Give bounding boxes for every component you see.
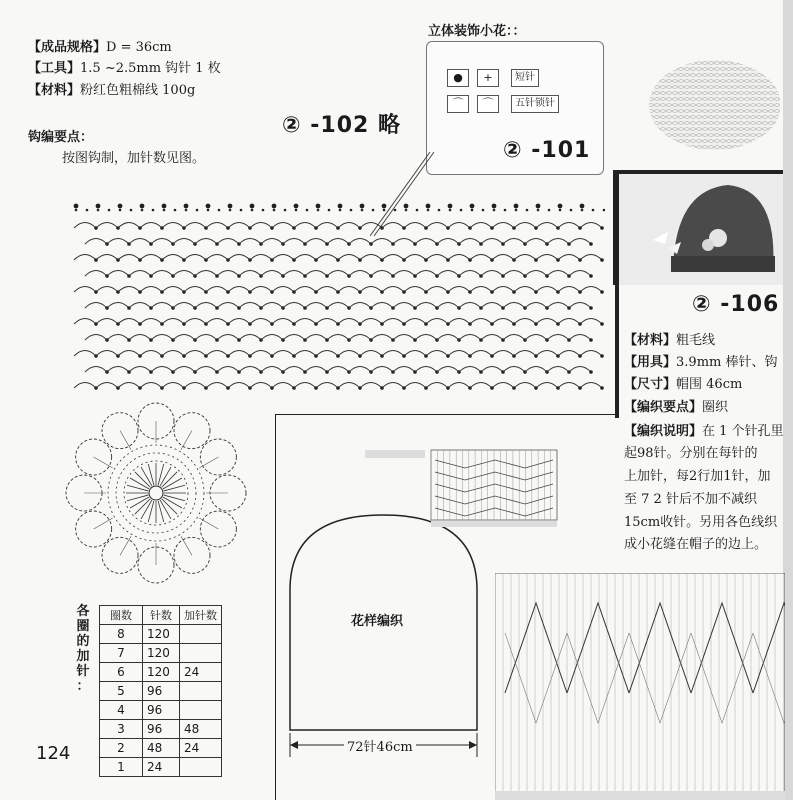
right-points: 【编织要点】圈织 [624, 400, 729, 415]
plus-icon: + [477, 69, 499, 87]
table-row: 8 120 [100, 625, 222, 644]
sc-dot-icon: ● [447, 69, 469, 87]
spec-material: 【材料】粉红色粗棉线 100g [28, 83, 196, 98]
right-body-3: 至 7 2 针后不加不减织 [624, 492, 757, 507]
tips-title: 钩编要点： [28, 130, 94, 145]
panel-border-left [615, 174, 619, 418]
th-round: 圈数 [100, 606, 143, 625]
spec-size: 【成品规格】D = 36cm [28, 40, 172, 55]
tips-body: 按图钩制，加针数见图。 [62, 151, 206, 166]
chain-arc-bold-icon: ⌒ [477, 95, 499, 113]
table-vertical-label: 各 圈 的 加 针 ： [76, 604, 90, 694]
pattern-id-106: ② -106 [692, 292, 780, 317]
hat-pattern-label: 花样编织 [351, 614, 404, 629]
right-body-5: 成小花缝在帽子的边上。 [624, 537, 768, 552]
small-knit-chart [365, 445, 570, 530]
right-size: 【尺寸】帽围 46cm [624, 377, 743, 392]
stitch-chart-rows [70, 200, 605, 400]
legend-label-sc: 短针 [511, 69, 539, 87]
pattern-id-101: ② -101 [503, 138, 591, 163]
table-row: 6 120 24 [100, 663, 222, 682]
flower-title: 立体装饰小花：： [428, 24, 526, 39]
panel-border-side [275, 414, 276, 800]
table-row: 5 96 [100, 682, 222, 701]
right-tools: 【用具】3.9mm 棒针、钩 [624, 355, 778, 370]
right-material: 【材料】粗毛线 [624, 333, 716, 348]
right-body-1: 起98针。分别在每针的 [624, 446, 758, 461]
chain-arc-icon: ⌒ [447, 95, 469, 113]
panel-border-top [275, 414, 618, 415]
table-row: 2 48 24 [100, 739, 222, 758]
legend-label-chain: 五针锁针 [511, 95, 559, 113]
large-knit-chart [495, 573, 785, 800]
right-instructions: 【编织说明】在 1 个针孔里 [624, 424, 784, 439]
table-row: 7 120 [100, 644, 222, 663]
spec-tool: 【工具】1.5 ~2.5mm 钩针 1 枚 [28, 61, 221, 76]
crown-motif-diagram [62, 393, 252, 598]
right-body-4: 15cm收针。另用各色线织 [624, 515, 778, 530]
table-row: 3 96 48 [100, 720, 222, 739]
table-row: 1 24 [100, 758, 222, 777]
page-number: 124 [36, 743, 71, 764]
increase-table [99, 605, 222, 777]
th-stitches: 针数 [143, 606, 180, 625]
hat-width-label: 72针46cm [344, 736, 416, 755]
hat-photo-dark [613, 170, 783, 285]
right-body-2: 上加针，每2行加1针，加 [624, 469, 771, 484]
hat-photo-white [630, 30, 780, 160]
th-increase: 加针数 [180, 606, 222, 625]
legend-box [426, 41, 604, 175]
pattern-id-102: ② -102 略 [282, 113, 401, 138]
table-row: 4 96 [100, 701, 222, 720]
